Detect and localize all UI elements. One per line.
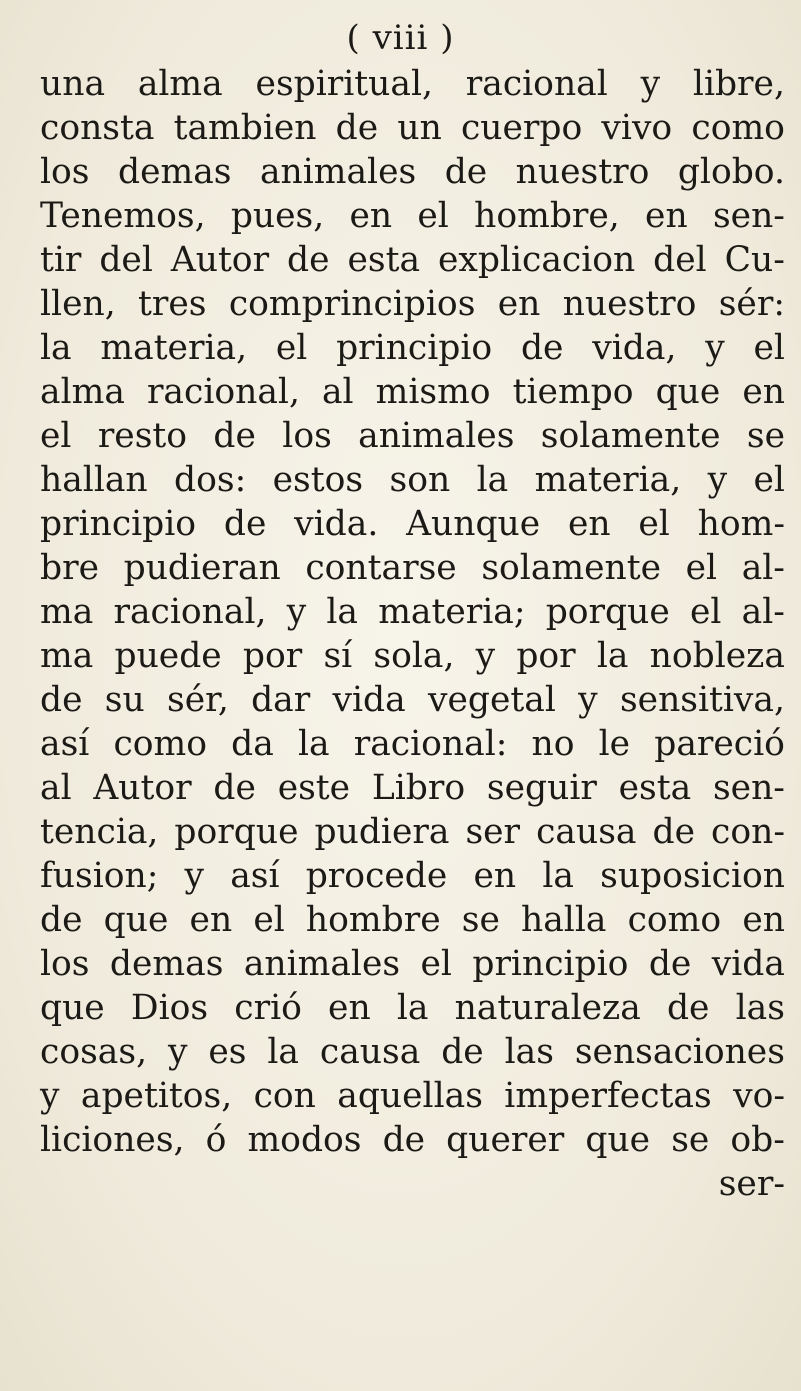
word: tres <box>138 284 207 324</box>
word: alma <box>137 64 223 104</box>
text-line <box>40 1074 785 1118</box>
word: solamente <box>540 416 721 456</box>
word: bre <box>40 548 99 588</box>
word: apetitos, <box>80 1076 233 1116</box>
word: el <box>638 504 670 544</box>
word: sen- <box>712 768 785 808</box>
word: racional, <box>113 592 267 632</box>
word: el <box>420 944 452 984</box>
word: y <box>640 64 661 104</box>
word: tencia, <box>40 812 159 852</box>
word: que <box>655 372 721 412</box>
word: sí <box>323 636 353 676</box>
word: de <box>287 240 330 280</box>
text-line <box>40 590 785 634</box>
text-line <box>40 414 785 458</box>
word: ó <box>205 1120 227 1160</box>
text-line <box>40 986 785 1030</box>
word: en <box>567 504 611 544</box>
word: principio <box>472 944 629 984</box>
word: hom- <box>697 504 785 544</box>
word: la <box>476 460 509 500</box>
word: al- <box>741 592 785 632</box>
word: ser <box>465 812 521 852</box>
text-line <box>40 898 785 942</box>
word: tir <box>40 240 82 280</box>
word: y <box>707 460 728 500</box>
word: como <box>113 724 208 764</box>
text-line <box>40 62 785 106</box>
word: vida <box>711 944 785 984</box>
word: globo. <box>677 152 785 192</box>
word: hombre <box>305 900 441 940</box>
text-line <box>40 370 785 414</box>
word: se <box>461 900 500 940</box>
word: animales <box>243 944 401 984</box>
word: se <box>671 1120 710 1160</box>
word: sensaciones <box>574 1032 785 1072</box>
word: Aunque <box>406 504 541 544</box>
word: Libro <box>371 768 466 808</box>
word: se <box>746 416 785 456</box>
word: resto <box>97 416 188 456</box>
text-line <box>40 722 785 766</box>
word: esta <box>347 240 421 280</box>
word: porque <box>545 592 670 632</box>
word: en <box>742 372 785 412</box>
word: por <box>242 636 303 676</box>
word: pudieran <box>123 548 281 588</box>
word: nuestro <box>515 152 650 192</box>
text-line <box>40 238 785 282</box>
word: ma <box>40 636 94 676</box>
word: de <box>213 768 256 808</box>
word: de <box>382 1120 426 1160</box>
word: vegetal <box>428 680 556 720</box>
word: la <box>267 1032 299 1072</box>
text-line <box>40 282 785 326</box>
word: causa <box>536 812 637 852</box>
word: en <box>742 900 785 940</box>
word: del <box>653 240 707 280</box>
word: dos: <box>174 460 247 500</box>
word: racional <box>465 64 608 104</box>
word: el <box>689 592 722 632</box>
text-line <box>40 326 785 370</box>
word: imperfectas <box>504 1076 712 1116</box>
word: nobleza <box>649 636 785 676</box>
word: cuerpo <box>460 108 583 148</box>
word: hombre, <box>474 196 620 236</box>
word: le <box>598 724 631 764</box>
word: comprincipios <box>228 284 476 324</box>
word: fusion; <box>40 856 159 896</box>
word: pues, <box>230 196 325 236</box>
word: materia; <box>378 592 526 632</box>
word: Autor <box>93 768 192 808</box>
word: la <box>297 724 330 764</box>
word: de <box>223 504 267 544</box>
word: su <box>104 680 145 720</box>
word: libre, <box>692 64 785 104</box>
word: vivo <box>601 108 673 148</box>
word: el <box>417 196 449 236</box>
word: en <box>349 196 393 236</box>
word: sola, <box>373 636 455 676</box>
word: y <box>475 636 496 676</box>
word: sér: <box>718 284 785 324</box>
word: en <box>497 284 541 324</box>
word: una <box>40 64 106 104</box>
word: en <box>645 196 688 236</box>
text-line <box>40 546 785 590</box>
word: pareció <box>654 724 785 764</box>
word: materia, <box>100 328 248 368</box>
word: vida, <box>592 328 677 368</box>
word: son <box>389 460 451 500</box>
word: y <box>578 680 598 720</box>
word: y <box>286 592 307 632</box>
word: así <box>40 724 90 764</box>
word: que <box>40 988 105 1028</box>
word: hallan <box>40 460 148 500</box>
word: ob- <box>730 1120 785 1160</box>
word: crió <box>234 988 302 1028</box>
word: este <box>277 768 351 808</box>
word: espiritual, <box>255 64 433 104</box>
word: porque <box>174 812 299 852</box>
word: el <box>40 416 72 456</box>
word: de <box>441 1032 484 1072</box>
word: el <box>253 900 285 940</box>
word: de <box>40 900 83 940</box>
word: vida. <box>294 504 379 544</box>
word: Autor <box>170 240 270 280</box>
word: vo- <box>733 1076 785 1116</box>
word: de <box>335 108 379 148</box>
word: halla <box>521 900 607 940</box>
word: el <box>685 548 718 588</box>
word: la <box>40 328 72 368</box>
word: estos <box>272 460 364 500</box>
word: aquellas <box>337 1076 483 1116</box>
word: la <box>326 592 358 632</box>
word: ma <box>40 592 94 632</box>
text-line <box>40 634 785 678</box>
word: racional, <box>146 372 300 412</box>
word: suposicion <box>600 856 785 896</box>
word: sen- <box>712 196 785 236</box>
word: sér, <box>167 680 229 720</box>
word: y <box>705 328 725 368</box>
word: tiempo <box>512 372 634 412</box>
word: causa <box>319 1032 421 1072</box>
word: del <box>99 240 153 280</box>
word: de <box>652 812 695 852</box>
word: de <box>444 152 488 192</box>
word: principio <box>336 328 493 368</box>
word: sensitiva, <box>619 680 785 720</box>
word: Dios <box>130 988 209 1028</box>
text-line <box>40 854 785 898</box>
word: un <box>397 108 442 148</box>
word: en <box>328 988 371 1028</box>
word: que <box>585 1120 651 1160</box>
word: y <box>40 1076 60 1116</box>
text-line <box>40 502 785 546</box>
word: alma <box>40 372 125 412</box>
word: como <box>691 108 785 148</box>
word: consta <box>40 108 155 148</box>
word: mismo <box>375 372 491 412</box>
text-line <box>40 766 785 810</box>
word: vida <box>332 680 406 720</box>
word: contarse <box>305 548 457 588</box>
word: de <box>40 680 83 720</box>
word: con- <box>711 812 785 852</box>
word: puede <box>114 636 222 676</box>
word: cosas, <box>40 1032 148 1072</box>
text-line <box>40 810 785 854</box>
word: materia, <box>534 460 682 500</box>
text-line <box>40 678 785 722</box>
word: demas <box>117 152 232 192</box>
word: el <box>753 460 785 500</box>
body-text <box>40 62 785 1206</box>
word: animales <box>358 416 515 456</box>
word: es <box>208 1032 247 1072</box>
page-number: ( viii ) <box>346 18 455 58</box>
word: llen, <box>40 284 116 324</box>
word: por <box>516 636 576 676</box>
word: tambien <box>173 108 317 148</box>
word: solamente <box>481 548 662 588</box>
text-line <box>40 150 785 194</box>
word: como <box>627 900 722 940</box>
word: animales <box>259 152 417 192</box>
word: modos <box>247 1120 362 1160</box>
word: Tenemos, <box>40 196 206 236</box>
word: de <box>520 328 564 368</box>
word: y <box>167 1032 188 1072</box>
word: naturaleza <box>454 988 641 1028</box>
word: procede <box>305 856 448 896</box>
word: la <box>596 636 629 676</box>
word: no <box>531 724 575 764</box>
word: seguir <box>486 768 597 808</box>
word: nuestro <box>562 284 697 324</box>
word: al <box>321 372 354 412</box>
word: las <box>735 988 785 1028</box>
word: al <box>40 768 72 808</box>
word: pudiera <box>314 812 450 852</box>
word: en <box>473 856 517 896</box>
word: racional: <box>353 724 508 764</box>
word: Cu- <box>724 240 785 280</box>
word: principio <box>40 504 197 544</box>
word: los <box>40 152 90 192</box>
text-line <box>40 458 785 502</box>
word: y <box>184 856 205 896</box>
word: los <box>282 416 332 456</box>
word: de <box>213 416 256 456</box>
word: liciones, <box>40 1120 185 1160</box>
word: que <box>103 900 169 940</box>
word: el <box>275 328 308 368</box>
word: la <box>542 856 574 896</box>
text-line <box>40 106 785 150</box>
word: el <box>753 328 785 368</box>
text-line <box>40 194 785 238</box>
word: así <box>230 856 280 896</box>
word: la <box>396 988 429 1028</box>
word: los <box>40 944 90 984</box>
catchword: ser- <box>718 1164 785 1204</box>
word: da <box>231 724 274 764</box>
word: las <box>504 1032 554 1072</box>
word: explicacion <box>437 240 636 280</box>
word: al- <box>741 548 785 588</box>
text-line <box>40 1118 785 1162</box>
text-line <box>40 1030 785 1074</box>
word: de <box>666 988 710 1028</box>
word: de <box>648 944 692 984</box>
word: con <box>253 1076 316 1116</box>
word: en <box>189 900 233 940</box>
word: demas <box>109 944 224 984</box>
word: esta <box>618 768 692 808</box>
text-line <box>40 942 785 986</box>
word: querer <box>446 1120 565 1160</box>
word: dar <box>251 680 311 720</box>
